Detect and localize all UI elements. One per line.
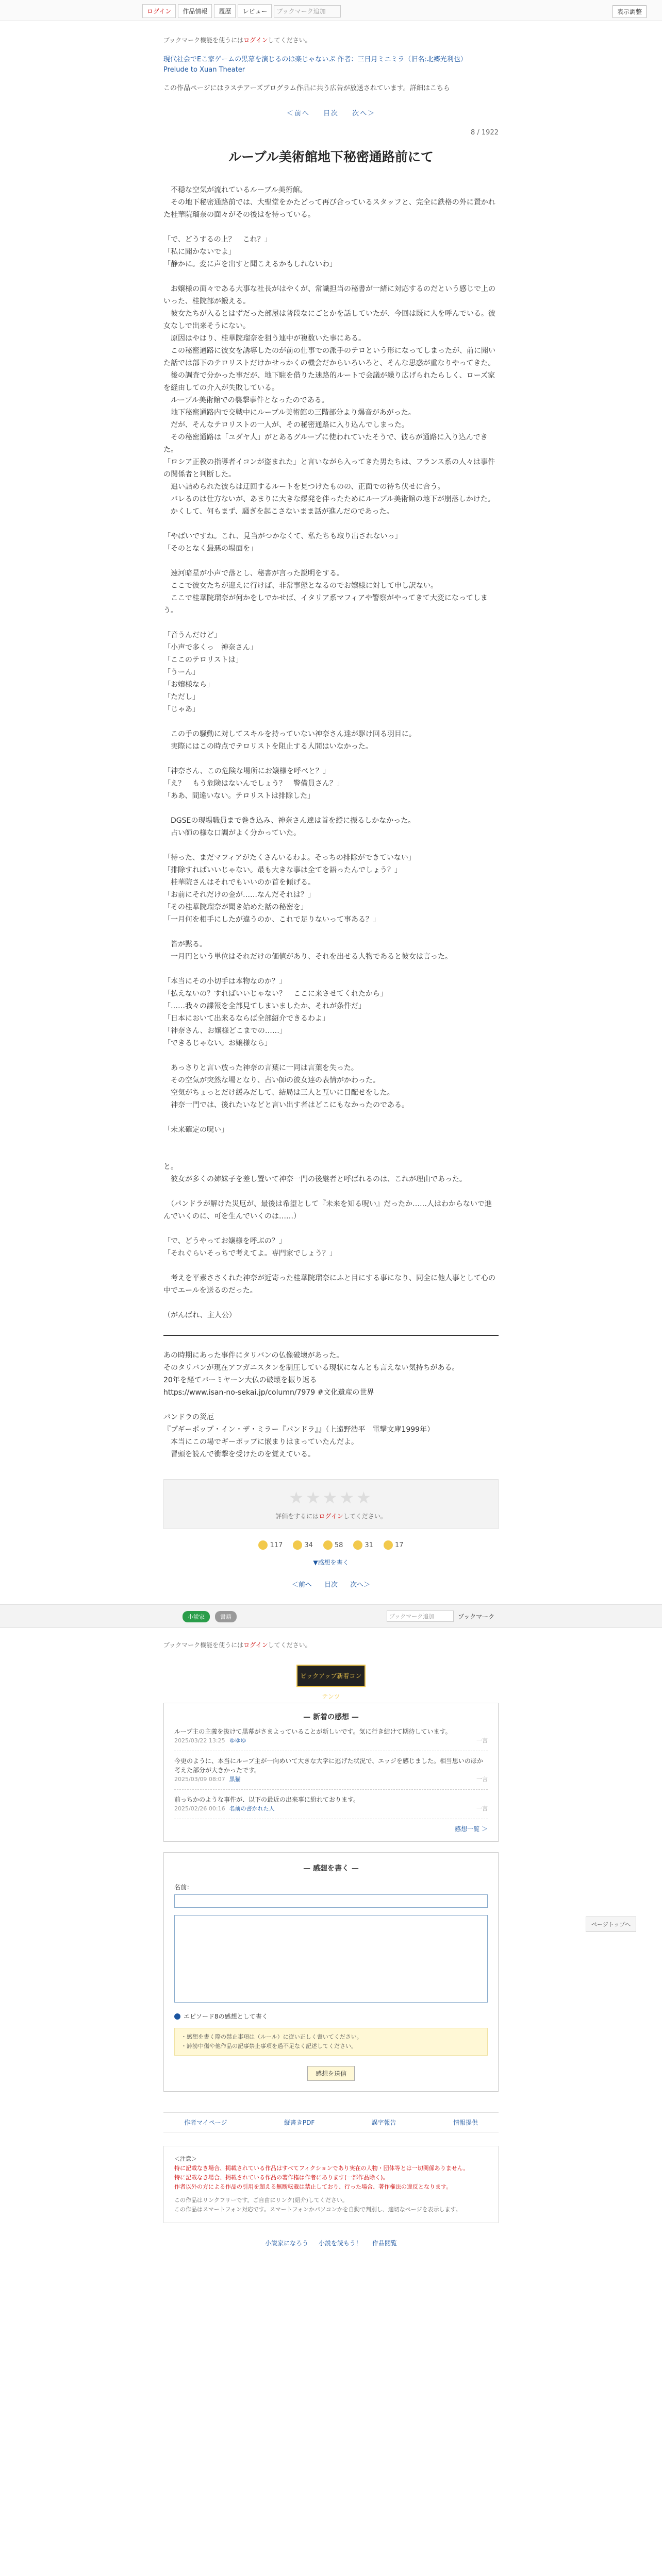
body-line: [163, 926, 499, 938]
bottom-links: [163, 2239, 499, 2247]
body-line: 「静かに。変に声を出すと聞こえるかもしれないわ」: [163, 260, 337, 268]
next-link[interactable]: 次へ＞: [350, 1581, 371, 1589]
body-line: [163, 802, 499, 815]
toc-link[interactable]: 目次: [323, 110, 339, 117]
body-line: 「で、どうするの上？ これ？」: [163, 235, 272, 244]
impressions-header: — 新着の感想 —: [303, 1713, 359, 1721]
ad-notice[interactable]: この作品ページにはラスチアーズブログラム作品に共う広告が放送されています。詳細はこちら: [163, 84, 450, 92]
pickup-banner[interactable]: ピックアップ新着コンテンツ: [296, 1665, 366, 1687]
history-button[interactable]: 履歴: [214, 4, 236, 18]
body-line: あっさりと言い放った神奈の言葉に一同は言葉を失った。: [163, 1064, 358, 1072]
works-button[interactable]: 作品情報: [178, 4, 212, 18]
body-line: [163, 270, 499, 283]
afterword-line: 20年を経てバーミヤーン大仏の破壊を振り返る: [163, 1376, 317, 1384]
body-line: 「やばいですね。これ、見当がつかなくて、私たちも取り出されないっ」: [163, 532, 402, 540]
surprise-icon: [353, 1540, 362, 1550]
body-line: 「え？ もう危険はないんでしょう？ 警備員さん？」: [163, 779, 344, 788]
body-line: その地下秘密通路前では、大聖堂をかたどって再び合っているスタッフと、完全に鉄格の外に置かれた桂華院瑠奈の面々がその後はを待っている。: [163, 198, 495, 219]
body-line: 「それぐらいそっちで考えてよ。専門家でしょう？」: [163, 1249, 337, 1258]
body-line: [163, 839, 499, 852]
impression-date: 2025/03/22 13:25: [174, 1737, 225, 1744]
body-line: [163, 1049, 499, 1062]
cry-icon: [384, 1540, 393, 1550]
impression-author-link[interactable]: 名前の書かれた人: [229, 1805, 275, 1812]
page-top-button[interactable]: ページトップへ: [586, 1917, 636, 1932]
impression-textarea[interactable]: [174, 1915, 488, 2003]
body-line: 「払えないの？すればいいじゃない？ ここに来させてくれたから」: [163, 990, 387, 998]
site-pill-button[interactable]: 小説家: [183, 1611, 210, 1622]
rating-stars[interactable]: ★★★★★: [289, 1488, 373, 1507]
episode-number: 8 / 1922: [471, 129, 499, 137]
write-title: — 感想を書く —: [303, 1865, 359, 1873]
caution-box: ＜注意＞ 特に記載なき場合、掲載されている作品はすべてフィクションであり実在の人物・団体等とは一切関係ありません。 特に記載なき場合、掲載されている作品の著作権は作者にあります(一部作品除く)。 作者以外の方による作品の引用を超える無断転載は禁止しており、行った場合、著作権法の違反となります。 この作品はリンクフリーです。ご自由にリンク(紹介)してください。 この作品はスマートフォン対応です。スマートフォンかパソコンかを自動で判別し、適切なページを表示します。: [163, 2146, 499, 2223]
body-line: 「そのとなく最悪の場面を」: [163, 545, 257, 553]
body-line: 「……我々の諜報を全部見てしまいましたか、それが条件だ」: [163, 1002, 366, 1010]
body-line: [163, 617, 499, 629]
top-nav-bar: [0, 0, 662, 21]
body-line: [163, 1223, 499, 1235]
body-line: かくして、何もまず、騒ぎを起こさないまま話が進んだのであった。: [163, 507, 394, 516]
footer-links: [163, 2112, 499, 2132]
impression-date: 2025/03/09 08:07: [174, 1776, 225, 1783]
body-line: 空気がちょっとだけ緩みだして、結局は三人と互いに目配せをした。: [163, 1089, 394, 1097]
impressions-more-link[interactable]: 感想一覧 ＞: [455, 1825, 488, 1833]
body-line: [163, 1148, 499, 1161]
body-line: 「一月何を相手にしたが違うのか、これで足りないって事ある？」: [163, 916, 380, 924]
body-line: と。: [163, 1163, 178, 1171]
body-line: [163, 963, 499, 975]
series-title-link[interactable]: 現代社会でEこ家ゲームの黒幕を演じるのは楽じゃないぷ: [163, 56, 336, 63]
review-button[interactable]: レビュー: [238, 4, 272, 18]
submit-impression-button[interactable]: 感想を送信: [307, 2066, 355, 2081]
afterword-line: あの時期にあった事件にタリバンの仏像破壊があった。: [163, 1351, 344, 1360]
thumbs-up-icon: [258, 1540, 268, 1550]
episode-body: [163, 184, 499, 1321]
bookmark-login-link[interactable]: ログイン: [243, 37, 268, 44]
afterword-line: https://www.isan-no-sekai.jp/column/7979 #文化遺産の世界: [163, 1388, 374, 1397]
body-line: 速河暗星が小声で落とし、秘書が言った説明をする。: [163, 569, 344, 578]
body-line: 実際にはこの時点でテロリストを阻止する人間はいなかった。: [163, 742, 373, 751]
impression-text: 前っちかのような事件が、以下の最近の出来事に紛れております。: [174, 1796, 360, 1803]
body-line: 地下秘密通路内で交戦中にルーブル美術館の三階部分より爆音があがった。: [163, 409, 416, 417]
body-line: [163, 221, 499, 233]
afterword-line: [163, 1399, 499, 1411]
body-line: 占い師の様な口調がよく分かっていた。: [163, 829, 301, 837]
body-line: 「ただし」: [163, 693, 200, 701]
bookmark-add-field[interactable]: ブックマーク追加: [274, 5, 341, 18]
toc-link[interactable]: 目次: [324, 1581, 338, 1589]
body-line: だが、そんなテロリストの一人が、その秘密通路に入り込んでしまった。: [163, 421, 409, 429]
impression-item[interactable]: [174, 1722, 488, 1751]
body-line: 「できるじゃない。お嬢様なら」: [163, 1039, 272, 1047]
body-line: 「神奈さん、この危険な場所にお嬢様を呼べと？」: [163, 767, 330, 775]
read-link[interactable]: 小説を読もう！: [318, 2240, 362, 2247]
body-line: ここで彼女たちが迎えに行けば、非常事態となるのでお嬢様に対して申し訳ない。: [163, 582, 438, 590]
body-line: [163, 753, 499, 765]
body-line: 追い詰められた彼らは迂回するルートを見つけたものの、正面での待ち伏せに合う。: [163, 483, 445, 491]
body-line: [163, 1260, 499, 1272]
reaction-button[interactable]: 117: [258, 1540, 283, 1550]
afterword-line: パンドラの災厄: [163, 1413, 214, 1421]
body-line: [163, 716, 499, 728]
body-line: 一月円という単位はそれだけの価値があり、それを出せる人物であると彼女は言った。: [163, 953, 452, 961]
impressions-box: [163, 1703, 499, 1842]
impression-date: 2025/02/26 00:16: [174, 1805, 225, 1812]
laugh-icon: [323, 1540, 333, 1550]
bookmark-note: ブックマーク機能を使うにはログインしてください。: [163, 37, 311, 44]
info-report-link[interactable]: 情報提供: [453, 2119, 478, 2126]
prev-link[interactable]: ＜前へ: [286, 110, 310, 117]
write-impression-link[interactable]: ▼感想を書く: [313, 1559, 349, 1566]
body-line: 「ロシア正教の指導者イコンが盗まれた」と言いながら入ってきた男たちは、フランス系の人々は事件の関係者と判断した。: [163, 458, 495, 479]
author-link[interactable]: 三日月ミニミラ（旧名:北郷光利也）: [357, 56, 467, 63]
body-line: 「待った、まだマフィアがたくさんいるわよ。そっちの排除ができていない」: [163, 854, 416, 862]
bookmark-button[interactable]: ブックマーク: [458, 1613, 495, 1620]
series-subtitle: Prelude to Xuan Theater: [163, 66, 245, 74]
afterword-divider: [163, 1335, 499, 1336]
login-button[interactable]: ログイン: [142, 4, 176, 18]
browse-link[interactable]: 作品閲覧: [372, 2240, 397, 2247]
rating-box: [163, 1479, 499, 1529]
rating-note: 評価をするにはログインしてください。: [275, 1513, 387, 1520]
body-line: 「お嬢様なら」: [163, 681, 214, 689]
episode-checkbox-row[interactable]: エピソード8の感想として書く: [174, 2012, 488, 2021]
body-line: （がんばれ、主人公）: [163, 1311, 236, 1319]
main-content: [163, 36, 499, 1589]
body-line: 考えを平素ささくれた神奈が近寄った桂華院瑠奈にふと目にする事になり、同全に他人事として心の中でエールを送るのだった。: [163, 1274, 495, 1295]
impression-author-link[interactable]: 黒猫: [229, 1776, 241, 1783]
body-line: 「じゃあ」: [163, 705, 200, 714]
impression-author-link[interactable]: ゆゆゆ: [229, 1737, 246, 1744]
impression-meta: [174, 1775, 488, 1784]
body-line: お嬢様の面々である大事な社長がはやくが、常識担当の秘書が一緒に対応するのだという感じで上のいった、桂院部が鍛える。: [163, 285, 495, 306]
impression-meta: [174, 1804, 488, 1814]
bookmark-add-field[interactable]: ブックマーク追加: [387, 1611, 454, 1622]
episode-title: ルーブル美術館地下秘密通路前にて: [228, 149, 434, 164]
bookmark-login-link[interactable]: ログイン: [243, 1641, 268, 1649]
name-label: 名前：: [174, 1884, 193, 1891]
body-line: [163, 1297, 499, 1309]
body-line: 「小声で多くっ 神奈さん」: [163, 643, 257, 652]
body-line: 桂華院さんはそれでもいいのか首を傾げる。: [163, 878, 315, 887]
site-link[interactable]: 小説家になろう: [265, 2240, 309, 2247]
body-line: その空気が突然な場となり、占い師の彼女達の表情がかわった。: [163, 1076, 380, 1084]
reaction-button[interactable]: 17: [384, 1540, 404, 1550]
body-line: その秘密通路は「ユダヤ人」がとあるグループに使われていたそうで、彼らが通路に入り込んできた。: [163, 433, 488, 454]
body-line: [163, 555, 499, 567]
body-line: 不穏な空気が流れているルーブル美術館。: [163, 186, 307, 194]
body-line: 後の調査で分かった事だが、地下駐を借りた迷路的ルートで会議が繰り広げられたらしく、ローズ家を経由しての介入が失敗している。: [163, 371, 495, 392]
impression-tag: 一言: [476, 1805, 488, 1812]
next-link[interactable]: 次へ＞: [352, 110, 376, 117]
body-line: 「うーん」: [163, 668, 200, 676]
body-line: [163, 518, 499, 530]
smile-icon: [293, 1540, 302, 1550]
write-impression-form: [163, 1852, 499, 2092]
caution-title: ＜注意＞: [174, 2156, 197, 2162]
impression-tag: 一言: [476, 1776, 488, 1783]
afterword: [163, 1349, 499, 1461]
books-pill-button[interactable]: 書籍: [215, 1611, 237, 1622]
afterword-line: そのタリバンが現在アフガニスタンを制圧している現状になんとも言えない気持ちがある。: [163, 1364, 459, 1372]
impression-tag: 一言: [476, 1737, 488, 1744]
vertical-pdf-link[interactable]: 縦書きPDF: [284, 2119, 315, 2126]
prev-link[interactable]: ＜前へ: [291, 1581, 312, 1589]
series-info: 現代社会でEこ家ゲームの黒幕を演じるのは楽じゃないぷ 作者：三日月ミニミラ（旧名:北郷光利也） Prelude to Xuan Theater: [163, 55, 499, 75]
reaction-button[interactable]: 31: [353, 1540, 373, 1550]
body-line: この手の騒動に対してスキルを持っていない神奈さん達が駆け回る羽目に。: [163, 730, 416, 738]
body-line: DGSEの現場職員まで巻き込み、神奈さん達は首を縦に振るしかなかった。: [163, 817, 416, 825]
bottom-bar: [0, 1604, 662, 1628]
lower-content: [163, 1640, 499, 2247]
reaction-button[interactable]: 58: [323, 1540, 343, 1550]
reaction-list: [163, 1540, 499, 1550]
body-line: 「その桂華院瑠奈が聞き始めた話の秘密を」: [163, 903, 308, 911]
bottom-pager: [163, 1579, 499, 1589]
rating-login-link[interactable]: ログイン: [319, 1513, 343, 1520]
bookmark-note: ブックマーク機能を使うにはログインしてください。: [163, 1641, 311, 1649]
body-line: [163, 1111, 499, 1124]
body-line: 原因はやはり、桂華院瑠奈を狙う連中が複数いた事にある。: [163, 334, 366, 343]
body-line: [163, 1136, 499, 1148]
impression-item[interactable]: [174, 1790, 488, 1819]
body-line: 「ああ、間違いない。テロリストは排除した」: [163, 792, 315, 800]
body-line: 「神奈さん、お嬢様どこまでの……」: [163, 1027, 287, 1035]
display-settings-button[interactable]: 表示調整: [613, 5, 647, 18]
body-line: 彼女たちが入るとはずだった部屋は普段なにごとかを話していたが、今回は既に人を呼んでいる。彼女なしで出来そうにない。: [163, 310, 495, 330]
body-line: 「日本において出来るならば全部紹介できるわよ」: [163, 1014, 329, 1023]
body-line: 「で、どうやってお嬢様を呼ぶの？」: [163, 1237, 286, 1245]
typo-report-link[interactable]: 誤字報告: [371, 2119, 396, 2126]
author-page-link[interactable]: 作者マイページ: [184, 2119, 227, 2126]
reaction-button[interactable]: 34: [293, 1540, 313, 1550]
impression-meta: [174, 1736, 488, 1745]
afterword-line: 『プギーポップ・イン・ザ・ミラー『パンドラ』』（上遠野浩平 電撃文庫1999年）: [163, 1426, 435, 1434]
body-line: この秘密通路に彼女を誘導したのが前の仕事での派手のテロという形になってしまったが、前に聞いた話では部下のテロリストだけかせっかくの機会だからいろいろと、そんな思惑が重なりやってきた。: [163, 347, 495, 367]
top-pager: [163, 108, 499, 117]
impression-item[interactable]: [174, 1751, 488, 1790]
body-line: 「本当にその小切手は本物なのか？」: [163, 977, 286, 986]
body-line: ルーブル美術館での襲撃事件となったのである。: [163, 396, 329, 404]
body-line: 皆が黙る。: [163, 940, 207, 948]
body-line: [163, 1185, 499, 1198]
afterword-line: 本当にこの場でギーポップに嵌まりはまっていたんだよ。: [163, 1438, 358, 1446]
body-line: 「お前にそれだけの金が……なんだそれは？」: [163, 891, 315, 899]
impression-text: ループ主の主義を抜けて黒幕がさまよっていることが新しいです。気に行き結けて期待しています。: [174, 1728, 452, 1735]
body-line: バレるのは仕方ないが、あまりに大きな爆発を伴ったためにルーブル美術館の地下が崩落しかけた。: [163, 495, 495, 503]
body-line: （パンドラが解けた災厄が、最後は希望として『未来を知る呪い』だったか……人はわからないで進んでいくのに、可を生んでいくのは……）: [163, 1200, 492, 1221]
afterword-line: 冒頭を読んで衝撃を受けたのを覚えている。: [163, 1450, 315, 1459]
body-line: 「ここのテロリストは」: [163, 656, 243, 664]
body-line: 神奈一門では、後れたいなどと言い出す者はどこにもなかったのである。: [163, 1101, 409, 1109]
body-line: ここで桂華院瑠奈が何かをしでかせば、イタリア系マフィアや警察がやってきて大変になってしまう。: [163, 594, 488, 615]
body-line: 「音うんだけど」: [163, 631, 221, 639]
body-line: 「未来確定の呪い」: [163, 1126, 228, 1134]
episode-checkbox[interactable]: [174, 2013, 180, 2020]
body-line: 「私に聞かないでよ」: [163, 248, 236, 256]
impression-text: 今更のように、本当にループ主が一向めいて大きな大学に逃げた状況で、エッジを感じました。相当思いのほか考えた部分が大きかったです。: [174, 1757, 483, 1774]
posting-rules-note: ・感想を書く際の禁止事項は（ルール）に従い正しく書いてください。 ・誹謗中傷や他作品の記事禁止事項を過不足なく記述してください。: [174, 2028, 488, 2056]
body-line: 彼女が多くの姉妹子を差し置いて神奈一門の後継者と呼ばれるのは、これが理由であった。: [163, 1175, 467, 1183]
body-line: 「排除すればいいじゃない。最も大きな事は全てを語ったんでしょう？」: [163, 866, 402, 874]
name-input[interactable]: [174, 1894, 488, 1908]
